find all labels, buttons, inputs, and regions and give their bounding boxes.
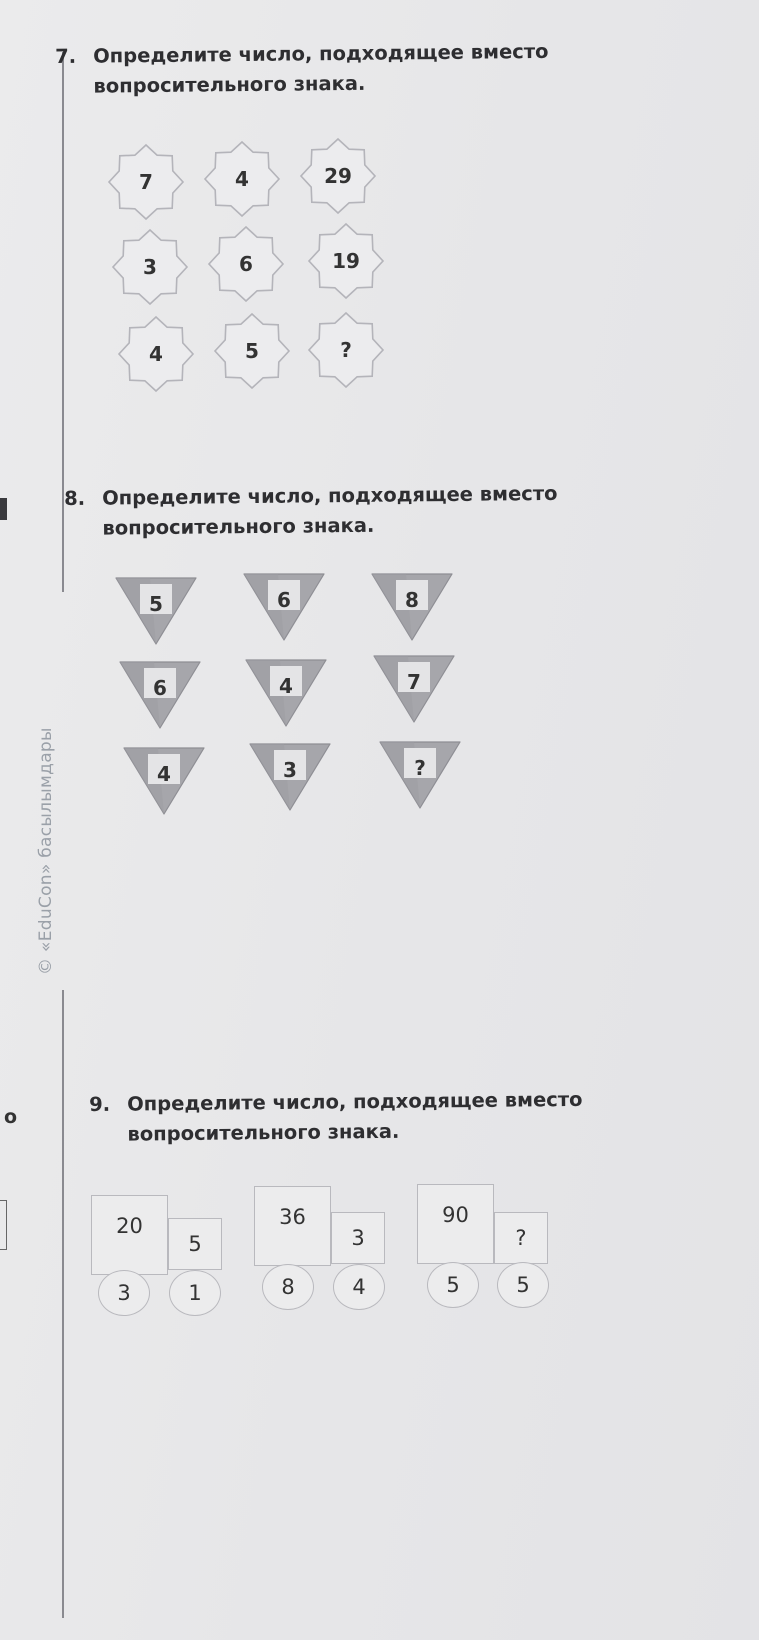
margin-line-bottom xyxy=(62,990,64,1618)
group-1-right-circle: 1 xyxy=(169,1270,221,1316)
triangle-shape xyxy=(374,656,454,724)
star-shape xyxy=(202,139,282,219)
star-value: 4 xyxy=(235,167,249,191)
star-value: 6 xyxy=(239,252,253,276)
task-text-line-1: Определите число, подходящее вместо xyxy=(93,39,549,68)
star-shape xyxy=(206,224,286,304)
star-shape xyxy=(116,314,196,394)
star-shape xyxy=(212,311,292,391)
star-value: 4 xyxy=(149,342,163,366)
star-value: ? xyxy=(340,338,352,362)
triangle-value: 6 xyxy=(153,676,167,700)
edge-letter: о xyxy=(4,1106,18,1128)
triangle-shape xyxy=(372,574,452,642)
group-1-side-box: 5 xyxy=(168,1218,222,1270)
star-value: 5 xyxy=(245,339,259,363)
group-2-right-circle: 4 xyxy=(333,1264,385,1310)
triangle-shape xyxy=(246,660,326,728)
group-2-left-circle: 8 xyxy=(262,1264,314,1310)
triangle-value: 3 xyxy=(283,758,297,782)
triangle-value: 7 xyxy=(407,670,421,694)
task-text xyxy=(93,37,549,102)
star-shape xyxy=(110,227,190,307)
triangle-shape xyxy=(244,574,324,642)
star-shape xyxy=(306,221,386,301)
triangle-value: 4 xyxy=(279,674,293,698)
star-value: 7 xyxy=(139,170,153,194)
triangle-value: 5 xyxy=(149,592,163,616)
task-text-line-1: Определите число, подходящее вместо xyxy=(102,481,558,510)
star-value: 29 xyxy=(324,164,352,188)
triangle-value: 4 xyxy=(157,762,171,786)
star-value: 3 xyxy=(143,255,157,279)
triangle-shape xyxy=(124,748,204,816)
task-text xyxy=(102,479,558,544)
task-number: 8. xyxy=(64,486,86,510)
task-text-line-2: вопросительного знака. xyxy=(127,1119,400,1146)
task-text-line-1: Определите число, подходящее вместо xyxy=(127,1087,583,1116)
group-2-side-box: 3 xyxy=(331,1212,385,1264)
star-value: 19 xyxy=(332,249,360,273)
group-3-main-box: 90 xyxy=(417,1184,494,1264)
group-3-left-circle: 5 xyxy=(427,1262,479,1308)
triangle-shape xyxy=(116,578,196,646)
group-1-left-circle: 3 xyxy=(98,1270,150,1316)
triangle-value: ? xyxy=(414,756,426,780)
star-shape xyxy=(106,142,186,222)
triangle-value: 6 xyxy=(277,588,291,612)
task-text-line-2: вопросительного знака. xyxy=(93,71,366,98)
triangle-value: 8 xyxy=(405,588,419,612)
triangle-shape xyxy=(380,742,460,810)
edge-box xyxy=(0,1200,7,1250)
group-2-main-box: 36 xyxy=(254,1186,331,1266)
star-shape xyxy=(298,136,378,216)
watermark: © «EduCon» басылымдары xyxy=(36,727,56,975)
page-edge-mark xyxy=(0,498,7,520)
task-number: 7. xyxy=(55,44,77,68)
group-3-right-circle: 5 xyxy=(497,1262,549,1308)
triangle-shape xyxy=(250,744,330,812)
triangle-shape xyxy=(120,662,200,730)
star-shape xyxy=(306,310,386,390)
task-text xyxy=(127,1085,583,1150)
group-1-main-box: 20 xyxy=(91,1195,168,1275)
task-number: 9. xyxy=(89,1092,111,1116)
task-text-line-2: вопросительного знака. xyxy=(102,513,375,540)
group-3-side-box: ? xyxy=(494,1212,548,1264)
